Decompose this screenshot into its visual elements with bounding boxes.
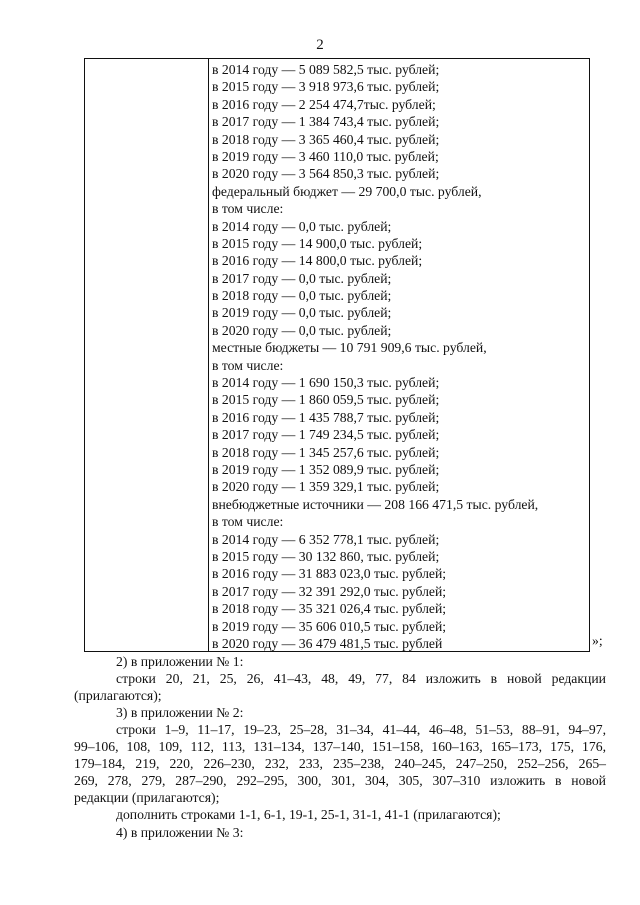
funding-line: в 2019 году — 0,0 тыс. рублей; [212,305,392,321]
item3-text-line: редакции (прилагаются); [74,790,220,805]
funding-line: в 2020 году — 3 564 850,3 тыс. рублей; [212,166,440,182]
funding-line: в 2017 году — 1 384 743,4 тыс. рублей; [212,114,440,130]
funding-line: в 2017 году — 1 749 234,5 тыс. рублей; [212,427,440,443]
funding-line: местные бюджеты — 10 791 909,6 тыс. рублей, [212,340,487,356]
item3-supplement: дополнить строками 1-1, 6-1, 19-1, 25-1, 31-1, 41-1 (прилагаются); [116,807,501,822]
funding-line: в 2015 году — 3 918 973,6 тыс. рублей; [212,79,440,95]
funding-line: в 2016 году — 31 883 023,0 тыс. рублей; [212,566,447,582]
item3-text-line: 99–106, 108, 109, 112, 113, 131–134, 137–140, 151–158, 160–163, 165–173, 175, 176, [74,739,606,754]
item2-heading: 2) в приложении № 1: [116,654,244,669]
funding-line: в 2014 году — 6 352 778,1 тыс. рублей; [212,531,440,547]
funding-cell [212,61,588,652]
item2-text-line: строки 20, 21, 25, 26, 41–43, 48, 49, 77, 84 изложить в новой редакции [116,671,606,686]
funding-line: в 2019 году — 3 460 110,0 тыс. рублей; [212,148,439,164]
funding-line: в 2020 году — 1 359 329,1 тыс. рублей; [212,479,440,495]
funding-line: в том числе: [212,514,284,530]
item2-text-line: (прилагаются); [74,688,162,703]
funding-line: в 2018 году — 1 345 257,6 тыс. рублей; [212,444,440,460]
funding-line: в 2016 году — 14 800,0 тыс. рублей; [212,253,423,269]
funding-line: в 2020 году — 36 479 481,5 тыс. рублей [212,635,443,651]
item3-text-line: 179–184, 219, 220, 226–230, 232, 233, 235–238, 240–245, 247–250, 252–256, 265– [74,756,606,771]
funding-line: в 2015 году — 30 132 860, тыс. рублей; [212,548,440,564]
funding-line: в 2014 году — 0,0 тыс. рублей; [212,218,392,234]
funding-line: в том числе: [212,357,284,373]
funding-line: в 2019 году — 35 606 010,5 тыс. рублей; [212,618,447,634]
funding-line: в том числе: [212,201,284,217]
funding-line: в 2016 году — 1 435 788,7 тыс. рублей; [212,409,440,425]
item3-text-line: 269, 278, 279, 287–290, 292–295, 300, 301, 304, 305, 307–310 изложить в новой [74,773,606,788]
funding-line: в 2014 году — 1 690 150,3 тыс. рублей; [212,375,440,391]
closing-quote: »; [592,633,603,648]
funding-line: в 2019 году — 1 352 089,9 тыс. рублей; [212,461,440,477]
item4-heading: 4) в приложении № 3: [116,825,244,840]
funding-line: в 2014 году — 5 089 582,5 тыс. рублей; [212,62,440,77]
funding-line: в 2018 году — 35 321 026,4 тыс. рублей; [212,601,447,617]
item3-text-line: строки 1–9, 11–17, 19–23, 25–28, 31–34, 41–44, 46–48, 51–53, 88–91, 94–97, [116,722,606,737]
funding-line: в 2015 году — 1 860 059,5 тыс. рублей; [212,392,440,408]
table-column-divider [208,58,209,652]
funding-line: в 2017 году — 0,0 тыс. рублей; [212,270,392,286]
funding-line: в 2020 году — 0,0 тыс. рублей; [212,322,392,338]
funding-line: в 2018 году — 0,0 тыс. рублей; [212,288,392,304]
funding-line: в 2017 году — 32 391 292,0 тыс. рублей; [212,583,447,599]
funding-line: в 2015 году — 14 900,0 тыс. рублей; [212,235,423,251]
item3-heading: 3) в приложении № 2: [116,705,244,720]
funding-line: внебюджетные источники — 208 166 471,5 тыс. рублей, [212,496,539,512]
page-number: 2 [316,37,324,53]
funding-line: в 2016 году — 2 254 474,7тыс. рублей; [212,96,436,112]
funding-line: в 2018 году — 3 365 460,4 тыс. рублей; [212,131,440,147]
funding-line: федеральный бюджет — 29 700,0 тыс. рублей, [212,183,482,199]
